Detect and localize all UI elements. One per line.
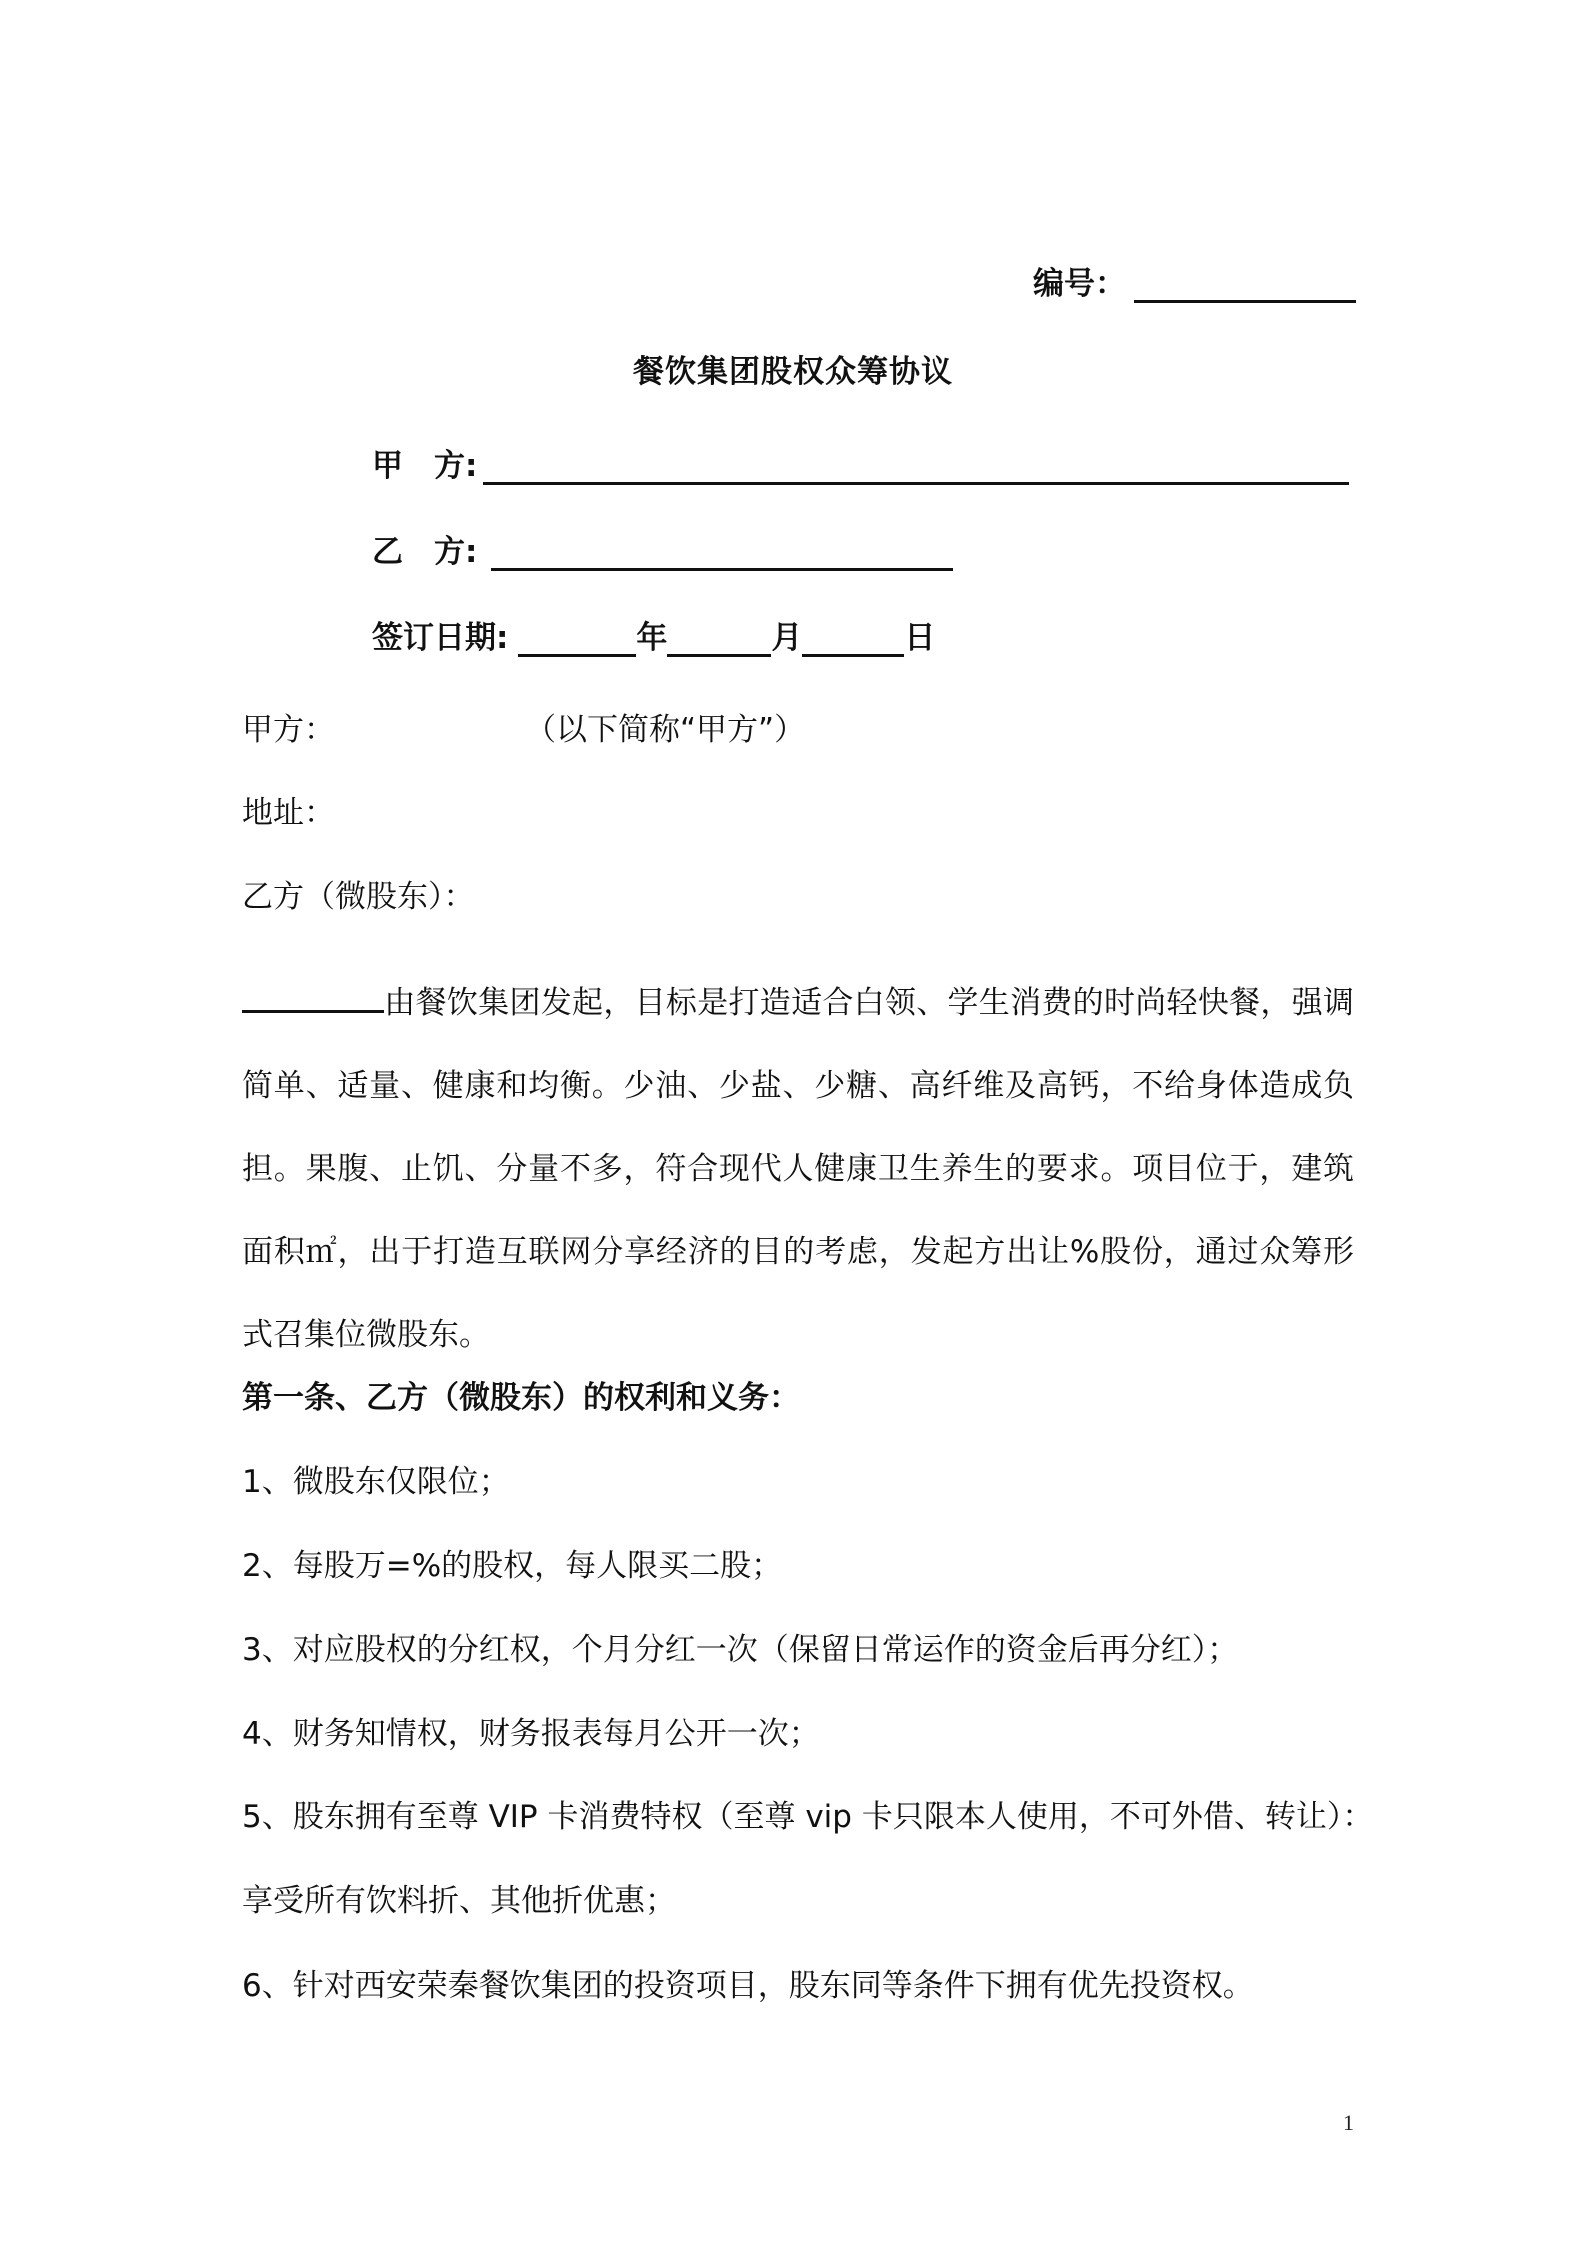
party-a-text: 甲方： [242,712,335,748]
document-title: 餐饮集团股权众筹协议 [633,354,953,390]
sign-date-row [372,612,935,657]
list-item: 5、股东拥有至尊 VIP 卡消费特权（至尊 vip 卡只限本人使用，不可外借、转让）： [242,1799,1374,1835]
intro-paragraph [242,962,1354,1377]
list-item: 2、每股万=%的股权，每人限买二股； [242,1548,783,1584]
party-b-line: 乙方（微股东）： [242,879,475,915]
party-a-row [372,440,1349,485]
list-item: 3、对应股权的分红权，个月分红一次（保留日常运作的资金后再分红）； [242,1632,1239,1668]
party-a-line [242,710,1352,750]
article-1-heading: 第一条、乙方（微股东）的权利和义务： [242,1380,800,1416]
list-item: 6、针对西安荣秦餐饮集团的投资项目，股东同等条件下拥有优先投资权。 [242,1968,1254,2004]
party-b-row [372,526,953,571]
list-item: 1、微股东仅限位； [242,1464,510,1500]
party-a-blank [483,452,1349,485]
intro-text: 由餐饮集团发起，目标是打造适合白领、学生消费的时尚轻快餐，强调简单、适量、健康和均衡。少油、少盐、少糖、高纤维及高钙，不给身体造成负担。果腹、止饥、分量不多，符合现代人健康卫生养生的要求。项目位于，建筑面积㎡，出于打造互联网分享经济的目的考虑，发起方出让%股份，通过众筹形式召集位微股东。 [242,985,1354,1353]
intro-blank [242,980,384,1013]
party-a-label: 甲 方: [372,448,478,484]
month-blank [667,624,771,657]
document-number-label: 编号： [1033,266,1126,302]
day-label: 日 [904,620,936,656]
party-b-blank [491,538,953,571]
day-blank [802,624,904,657]
sign-date-label: 签订日期: [372,620,509,656]
list-item: 4、财务知情权，财务报表每月公开一次； [242,1716,820,1752]
document-number-blank [1134,270,1356,303]
list-item-continuation: 享受所有饮料折、其他折优惠； [242,1883,676,1919]
address-line: 地址： [242,795,335,831]
month-label: 月 [771,620,803,656]
party-a-note: （以下简称“甲方”） [525,712,806,748]
party-b-label: 乙 方: [372,534,478,570]
year-label: 年 [636,620,668,656]
year-blank [518,624,636,657]
page-number: 1 [1343,2110,1354,2135]
document-number [1033,258,1356,303]
